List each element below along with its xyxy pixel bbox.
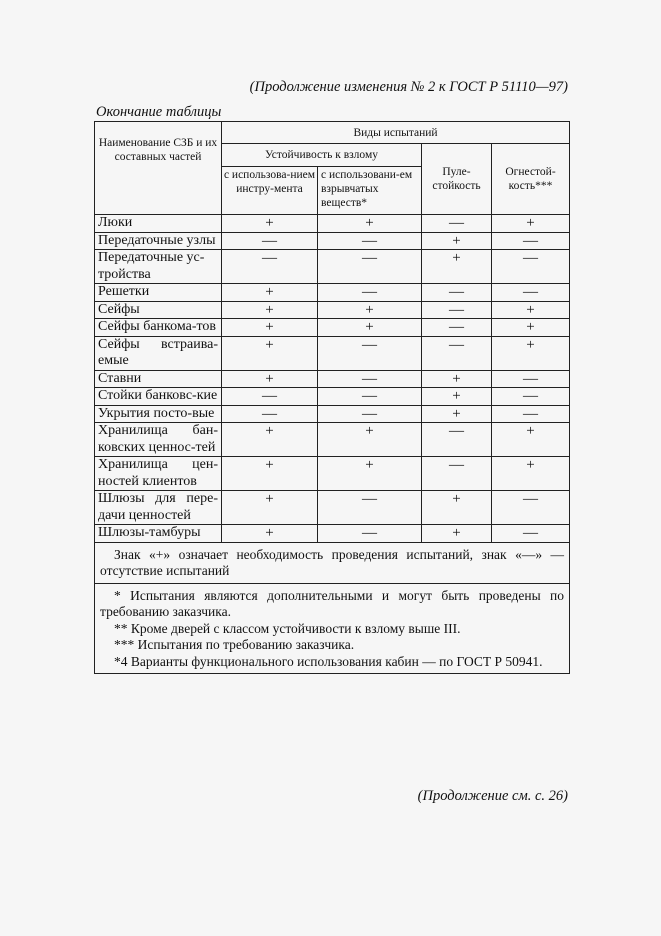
mark-cell: — (318, 370, 422, 388)
table-row (95, 525, 570, 543)
mark-cell: + (222, 284, 318, 302)
mark-cell: — (492, 232, 570, 250)
row-name: Хранилища цен-ностей клиентов (95, 457, 222, 491)
mark-cell: — (422, 423, 492, 457)
mark-cell: + (222, 301, 318, 319)
col-header-name: Наименование СЗБ и их составных частей (95, 122, 222, 215)
continuation-header: (Продолжение изменения № 2 к ГОСТ Р 51110—97) (249, 79, 568, 95)
table-row (95, 301, 570, 319)
table-row (95, 215, 570, 233)
mark-cell: — (492, 388, 570, 406)
mark-cell: + (492, 215, 570, 233)
mark-cell: — (492, 525, 570, 543)
table-row (95, 336, 570, 370)
row-name: Шлюзы для пере-дачи ценностей (95, 491, 222, 525)
mark-cell: — (492, 284, 570, 302)
mark-cell: — (222, 388, 318, 406)
table-row (95, 388, 570, 406)
table-row (95, 423, 570, 457)
mark-cell: — (422, 284, 492, 302)
mark-cell: — (222, 232, 318, 250)
table-row (95, 370, 570, 388)
table-row (95, 250, 570, 284)
mark-cell: — (422, 301, 492, 319)
legend-cell (95, 542, 570, 583)
col-header-tool: с использова-нием инстру-мента (222, 167, 318, 215)
mark-cell: + (492, 336, 570, 370)
mark-cell: — (318, 232, 422, 250)
row-name: Передаточные узлы (95, 232, 222, 250)
mark-cell: + (222, 336, 318, 370)
mark-cell: + (222, 525, 318, 543)
mark-cell: — (492, 370, 570, 388)
legend-text: Знак «+» означает необходимость проведения испытаний, знак «—» — отсутствие испытаний (100, 546, 565, 578)
row-name: Люки (95, 215, 222, 233)
row-name: Шлюзы-тамбуры (95, 525, 222, 543)
footnote-4: *4 Варианты функционального использования кабин — по ГОСТ Р 50941. (114, 653, 543, 669)
test-types-table (94, 121, 570, 674)
mark-cell: + (422, 250, 492, 284)
footnotes-cell (95, 583, 570, 674)
footnote-3: *** Испытания по требованию заказчика. (114, 637, 355, 652)
mark-cell: + (422, 405, 492, 423)
mark-cell: + (492, 319, 570, 337)
table-row (95, 491, 570, 525)
row-name: Сейфы встраива-емые (95, 336, 222, 370)
mark-cell: — (318, 250, 422, 284)
mark-cell: + (492, 457, 570, 491)
mark-cell: — (318, 388, 422, 406)
row-name: Решетки (95, 284, 222, 302)
row-name: Хранилища бан-ковских ценнос-тей (95, 423, 222, 457)
mark-cell: — (222, 250, 318, 284)
mark-cell: — (492, 491, 570, 525)
mark-cell: + (222, 215, 318, 233)
mark-cell: — (222, 405, 318, 423)
mark-cell: + (222, 423, 318, 457)
mark-cell: — (422, 457, 492, 491)
col-header-bullet: Пуле-стойкость (422, 144, 492, 215)
mark-cell: + (422, 232, 492, 250)
table-row (95, 284, 570, 302)
continuation-footer: (Продолжение см. с. 26) (417, 788, 568, 804)
mark-cell: — (318, 491, 422, 525)
footnote-2: ** Кроме дверей с классом устойчивости к взлому выше III. (114, 620, 461, 636)
mark-cell: + (492, 423, 570, 457)
mark-cell: + (222, 319, 318, 337)
mark-cell: — (318, 336, 422, 370)
mark-cell: — (422, 319, 492, 337)
mark-cell: + (318, 319, 422, 337)
mark-cell: + (492, 301, 570, 319)
mark-cell: + (422, 388, 492, 406)
row-name: Сейфы (95, 301, 222, 319)
mark-cell: — (318, 525, 422, 543)
row-name: Ставни (95, 370, 222, 388)
mark-cell: — (318, 284, 422, 302)
mark-cell: + (422, 491, 492, 525)
col-header-test-types: Виды испытаний (222, 122, 570, 144)
mark-cell: — (318, 405, 422, 423)
mark-cell: — (492, 405, 570, 423)
mark-cell: + (222, 457, 318, 491)
row-name: Передаточные ус-тройства (95, 250, 222, 284)
mark-cell: — (422, 215, 492, 233)
mark-cell: — (422, 336, 492, 370)
table-row (95, 405, 570, 423)
table-row (95, 457, 570, 491)
mark-cell: + (318, 301, 422, 319)
row-name: Стойки банковс-кие (95, 388, 222, 406)
mark-cell: + (422, 525, 492, 543)
col-header-burglary: Устойчивость к взлому (222, 144, 422, 167)
mark-cell: + (422, 370, 492, 388)
mark-cell: + (222, 370, 318, 388)
table-caption: Окончание таблицы (96, 104, 222, 120)
footnote-1: * Испытания являются дополнительными и могут быть проведены по требованию заказчика. (100, 587, 565, 619)
col-header-explosive: с использовани-ем взрывчатых веществ* (318, 167, 422, 215)
row-name: Укрытия посто-вые (95, 405, 222, 423)
table-row (95, 232, 570, 250)
mark-cell: — (492, 250, 570, 284)
mark-cell: + (222, 491, 318, 525)
table-row (95, 319, 570, 337)
mark-cell: + (318, 423, 422, 457)
mark-cell: + (318, 215, 422, 233)
mark-cell: + (318, 457, 422, 491)
row-name: Сейфы банкома-тов (95, 319, 222, 337)
col-header-fire: Огнестой-кость*** (492, 144, 570, 215)
